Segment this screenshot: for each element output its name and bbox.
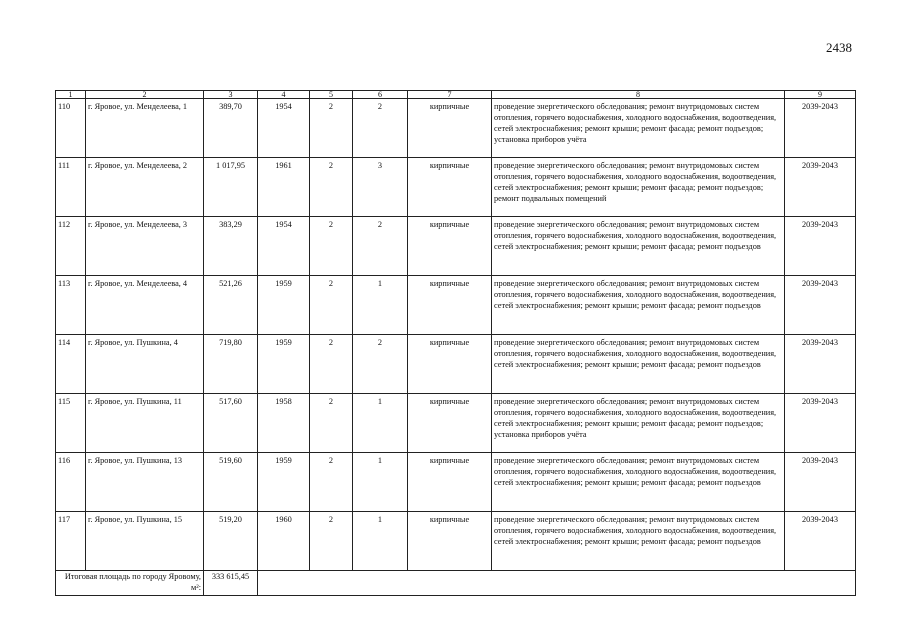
building-address: г. Яровое, ул. Менделеева, 4: [86, 276, 204, 335]
wall-material: кирпичные: [408, 276, 492, 335]
total-area-value: 333 615,45: [204, 571, 258, 596]
repair-period: 2039-2043: [785, 217, 856, 276]
floor-count: 2: [310, 512, 353, 571]
floor-count: 2: [310, 394, 353, 453]
construction-year: 1954: [258, 99, 310, 158]
entrance-count: 2: [353, 335, 408, 394]
repair-works: проведение энергетического обследования; ремонт внутридомовых систем отопления, горячего водоснабжения, холодного водоснабжения, водоотведения, сетей электроснабжения; ремонт крыши; ремонт фасада; ремонт подъездов; установка приборов учёта: [492, 394, 785, 453]
total-row-filler: [258, 571, 856, 596]
repair-works: проведение энергетического обследования; ремонт внутридомовых систем отопления, горячего водоснабжения, холодного водоснабжения, водоотведения, сетей электроснабжения; ремонт крыши; ремонт фасада; ремонт подъездов: [492, 335, 785, 394]
total-area-label: Итоговая площадь по городу Яровому, м²:: [56, 571, 204, 596]
construction-year: 1954: [258, 217, 310, 276]
repair-period: 2039-2043: [785, 276, 856, 335]
column-header: 9: [785, 91, 856, 99]
column-header: 4: [258, 91, 310, 99]
repair-period: 2039-2043: [785, 99, 856, 158]
table-row: [56, 217, 856, 276]
repair-period: 2039-2043: [785, 453, 856, 512]
wall-material: кирпичные: [408, 453, 492, 512]
construction-year: 1960: [258, 512, 310, 571]
wall-material: кирпичные: [408, 217, 492, 276]
total-row: [56, 571, 856, 596]
building-address: г. Яровое, ул. Пушкина, 15: [86, 512, 204, 571]
repair-works: проведение энергетического обследования; ремонт внутридомовых систем отопления, горячего водоснабжения, холодного водоснабжения, водоотведения, сетей электроснабжения; ремонт крыши; ремонт фасада; ремонт подъездов: [492, 217, 785, 276]
building-area: 521,26: [204, 276, 258, 335]
repair-period: 2039-2043: [785, 335, 856, 394]
entrance-count: 1: [353, 512, 408, 571]
housing-registry-table: [55, 90, 856, 596]
wall-material: кирпичные: [408, 512, 492, 571]
row-number: 116: [56, 453, 86, 512]
row-number: 112: [56, 217, 86, 276]
entrance-count: 1: [353, 394, 408, 453]
floor-count: 2: [310, 453, 353, 512]
building-address: г. Яровое, ул. Менделеева, 3: [86, 217, 204, 276]
construction-year: 1959: [258, 335, 310, 394]
row-number: 113: [56, 276, 86, 335]
floor-count: 2: [310, 158, 353, 217]
construction-year: 1958: [258, 394, 310, 453]
wall-material: кирпичные: [408, 335, 492, 394]
construction-year: 1959: [258, 276, 310, 335]
column-header: 8: [492, 91, 785, 99]
table-row: [56, 335, 856, 394]
repair-works: проведение энергетического обследования; ремонт внутридомовых систем отопления, горячего водоснабжения, холодного водоснабжения, водоотведения, сетей электроснабжения; ремонт крыши; ремонт фасада; ремонт подъездов; установка приборов учёта: [492, 99, 785, 158]
column-header: 7: [408, 91, 492, 99]
page-number: 2438: [826, 40, 852, 55]
row-number: 110: [56, 99, 86, 158]
entrance-count: 2: [353, 217, 408, 276]
building-address: г. Яровое, ул. Пушкина, 13: [86, 453, 204, 512]
repair-works: проведение энергетического обследования; ремонт внутридомовых систем отопления, горячего водоснабжения, холодного водоснабжения, водоотведения, сетей электроснабжения; ремонт крыши; ремонт фасада; ремонт подъездов: [492, 453, 785, 512]
table-row: [56, 158, 856, 217]
repair-period: 2039-2043: [785, 158, 856, 217]
entrance-count: 1: [353, 453, 408, 512]
table-row: [56, 453, 856, 512]
column-header: 2: [86, 91, 204, 99]
entrance-count: 2: [353, 99, 408, 158]
row-number: 115: [56, 394, 86, 453]
building-address: г. Яровое, ул. Пушкина, 4: [86, 335, 204, 394]
building-address: г. Яровое, ул. Пушкина, 11: [86, 394, 204, 453]
table-row: [56, 394, 856, 453]
column-header: 1: [56, 91, 86, 99]
column-header: 3: [204, 91, 258, 99]
column-number-row: [56, 91, 856, 99]
row-number: 111: [56, 158, 86, 217]
table-row: [56, 276, 856, 335]
building-area: 517,60: [204, 394, 258, 453]
repair-period: 2039-2043: [785, 394, 856, 453]
repair-period: 2039-2043: [785, 512, 856, 571]
table-row: [56, 512, 856, 571]
row-number: 114: [56, 335, 86, 394]
floor-count: 2: [310, 335, 353, 394]
floor-count: 2: [310, 276, 353, 335]
building-area: 519,20: [204, 512, 258, 571]
repair-works: проведение энергетического обследования; ремонт внутридомовых систем отопления, горячего водоснабжения, холодного водоснабжения, водоотведения, сетей электроснабжения; ремонт крыши; ремонт фасада; ремонт подъездов: [492, 512, 785, 571]
building-area: 1 017,95: [204, 158, 258, 217]
construction-year: 1959: [258, 453, 310, 512]
building-area: 719,80: [204, 335, 258, 394]
wall-material: кирпичные: [408, 394, 492, 453]
entrance-count: 3: [353, 158, 408, 217]
building-area: 389,70: [204, 99, 258, 158]
repair-works: проведение энергетического обследования; ремонт внутридомовых систем отопления, горячего водоснабжения, холодного водоснабжения, водоотведения, сетей электроснабжения; ремонт крыши; ремонт фасада; ремонт подъездов; ремонт подвальных помещений: [492, 158, 785, 217]
building-address: г. Яровое, ул. Менделеева, 1: [86, 99, 204, 158]
entrance-count: 1: [353, 276, 408, 335]
row-number: 117: [56, 512, 86, 571]
wall-material: кирпичные: [408, 158, 492, 217]
column-header: 5: [310, 91, 353, 99]
wall-material: кирпичные: [408, 99, 492, 158]
building-area: 519,60: [204, 453, 258, 512]
building-address: г. Яровое, ул. Менделеева, 2: [86, 158, 204, 217]
floor-count: 2: [310, 217, 353, 276]
floor-count: 2: [310, 99, 353, 158]
repair-works: проведение энергетического обследования; ремонт внутридомовых систем отопления, горячего водоснабжения, холодного водоснабжения, водоотведения, сетей электроснабжения; ремонт крыши; ремонт фасада; ремонт подъездов: [492, 276, 785, 335]
table-row: [56, 99, 856, 158]
column-header: 6: [353, 91, 408, 99]
construction-year: 1961: [258, 158, 310, 217]
building-area: 383,29: [204, 217, 258, 276]
